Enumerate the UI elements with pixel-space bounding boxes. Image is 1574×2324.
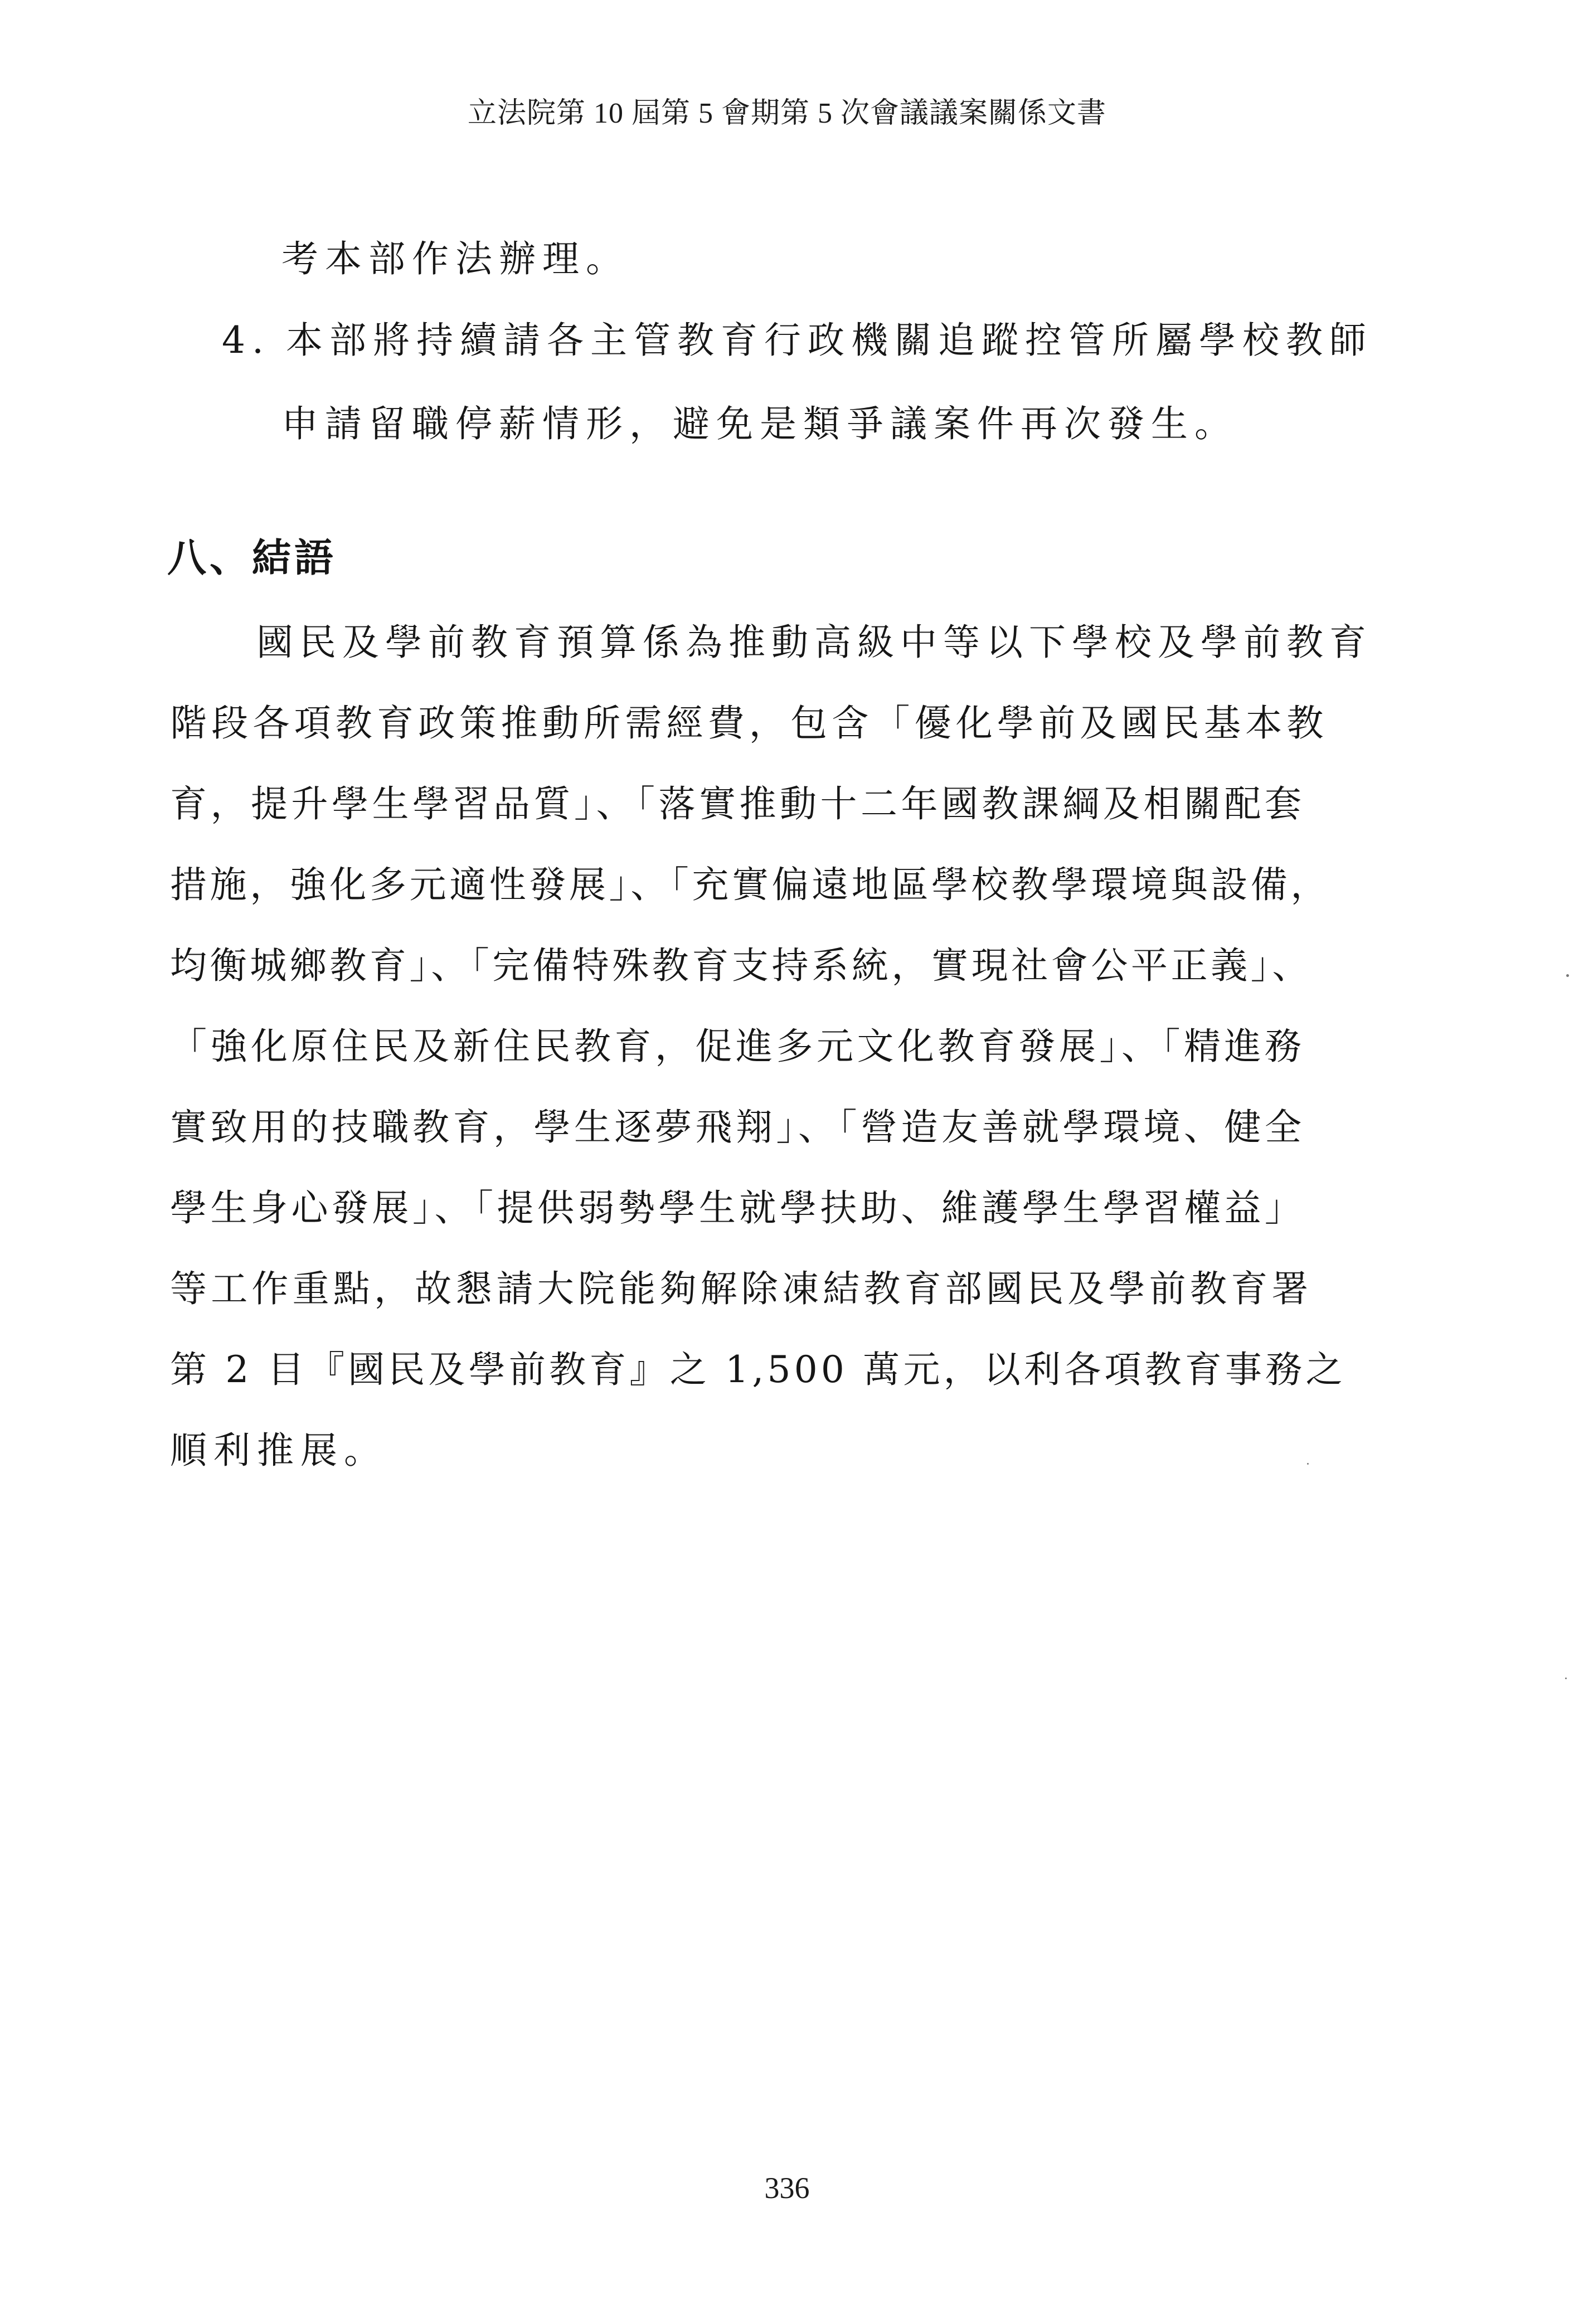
paragraph-line: 育，提升學生學習品質」、「落實推動十二年國教課綱及相關配套 — [170, 782, 1305, 825]
paragraph-line: 「強化原住民及新住民教育，促進多元文化教育發展」、「精進務 — [170, 1025, 1305, 1068]
paragraph-line: 等工作重點，故懇請大院能夠解除凍結教育部國民及學前教育署 — [170, 1267, 1313, 1310]
paragraph-line: 實致用的技職教育，學生逐夢飛翔」、「營造友善就學環境、健全 — [170, 1106, 1305, 1149]
list-item-4-continuation: 申請留職停薪情形，避免是類爭議案件再次發生。 — [281, 402, 1238, 445]
paragraph-line — [256, 621, 1393, 664]
paragraph-line: 階段各項教育政策推動所需經費，包含「優化學前及國民基本教 — [170, 702, 1328, 745]
list-item-4 — [222, 319, 1373, 362]
paragraph-line: 第 2 目『國民及學前教育』之 1,500 萬元，以利各項教育事務之 — [170, 1348, 1346, 1391]
scan-speck — [1566, 974, 1569, 977]
paragraph-line: 學生身心發展」、「提供弱勢學生就學扶助、維護學生學習權益」 — [170, 1187, 1305, 1229]
continuation-line: 考本部作法辦理。 — [281, 237, 629, 280]
paragraph-line: 均衡城鄉教育」、「完備特殊教育支持系統，實現社會公平正義」、 — [170, 944, 1312, 987]
paragraph-line: 順利推展。 — [170, 1429, 387, 1472]
list-item-text: 本部將持續請各主管教育行政機關追蹤控管所屬學校教師 — [285, 319, 1373, 362]
scan-speck — [1565, 1678, 1567, 1679]
document-header: 立法院第 10 屆第 5 會期第 5 次會議議案關係文書 — [467, 98, 1106, 129]
paragraph-text: 國民及學前教育預算係為推動高級中等以下學校及學前教育 — [256, 621, 1372, 664]
paragraph-line: 措施，強化多元適性發展」、「充實偏遠地區學校教學環境與設備， — [170, 863, 1330, 906]
page-number: 336 — [764, 2171, 810, 2205]
section-heading: 八、結語 — [167, 534, 337, 581]
scan-speck — [1307, 1463, 1309, 1465]
list-item-number: 4. — [222, 319, 270, 362]
